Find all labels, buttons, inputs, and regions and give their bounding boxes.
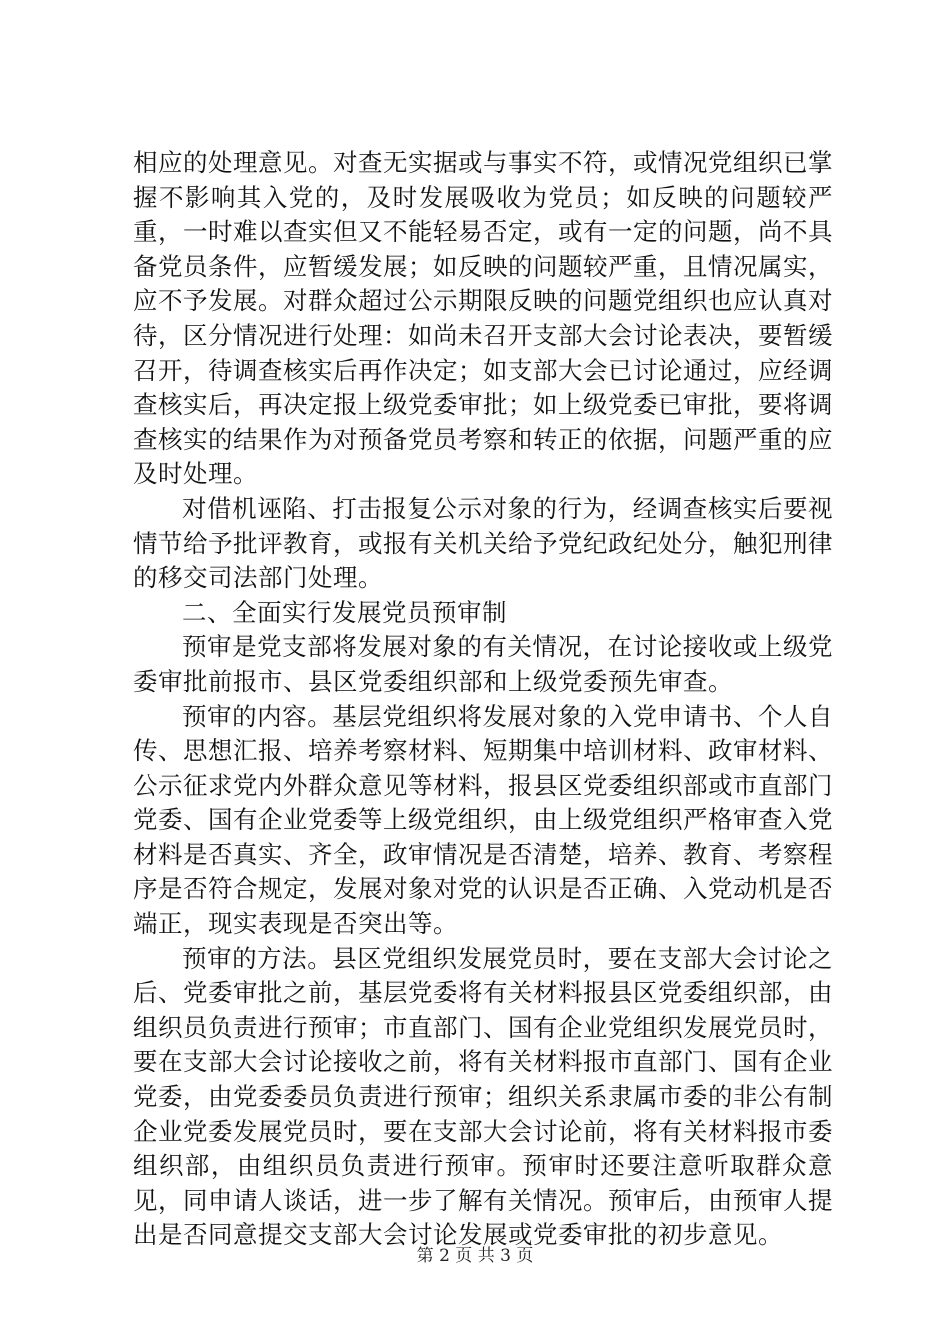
document-body bbox=[133, 146, 833, 1253]
paragraph-3: 预审是党支部将发展对象的有关情况，在讨论接收或上级党委审批前报市、县区党委组织部和上级党委预先审查。 bbox=[133, 632, 833, 696]
page-number-label: 第 2 页 共 3 页 bbox=[416, 1246, 534, 1266]
section-heading: 二、全面实行发展党员预审制 bbox=[182, 597, 507, 627]
paragraph-2: 对借机诬陷、打击报复公示对象的行为，经调查核实后要视情节给予批评教育，或报有关机关给予党纪政纪处分，触犯刑律的移交司法部门处理。 bbox=[133, 493, 833, 593]
page-footer bbox=[0, 1246, 950, 1266]
paragraph-1: 相应的处理意见。对查无实据或与事实不符，或情况党组织已掌握不影响其入党的，及时发展吸收为党员；如反映的问题较严重，一时难以查实但又不能轻易否定，或有一定的问题，尚不具备党员条件，应暂缓发展；如反映的问题较严重，且情况属实，应不予发展。对群众超过公示期限反映的问题党组织也应认真对待，区分情况进行处理：如尚未召开支部大会讨论表决，要暂缓召开，待调查核实后再作决定；如支部大会已讨论通过，应经调查核实后，再决定报上级党委审批；如上级党委已审批，要将调查核实的结果作为对预备党员考察和转正的依据，问题严重的应及时处理。 bbox=[133, 148, 833, 489]
paragraph-5: 预审的方法。县区党组织发展党员时，要在支部大会讨论之后、党委审批之前，基层党委将有关材料报县区党委组织部，由组织员负责进行预审；市直部门、国有企业党组织发展党员时，要在支部大会讨论接收之前，将有关材料报市直部门、国有企业党委，由党委委员负责进行预审；组织关系隶属市委的非公有制企业党委发展党员时，要在支部大会讨论前，将有关材料报市委组织部，由组织员负责进行预审。预审时还要注意听取群众意见，同申请人谈话，进一步了解有关情况。预审后，由预审人提出是否同意提交支部大会讨论发展或党委审批的初步意见。 bbox=[133, 943, 833, 1250]
paragraph-4: 预审的内容。基层党组织将发展对象的入党申请书、个人自传、思想汇报、培养考察材料、短期集中培训材料、政审材料、公示征求党内外群众意见等材料，报县区党委组织部或市直部门党委、国有企业党委等上级党组织，由上级党组织严格审查入党材料是否真实、齐全，政审情况是否清楚，培养、教育、考察程序是否符合规定，发展对象对党的认识是否正确、入党动机是否端正，现实表现是否突出等。 bbox=[133, 701, 833, 939]
